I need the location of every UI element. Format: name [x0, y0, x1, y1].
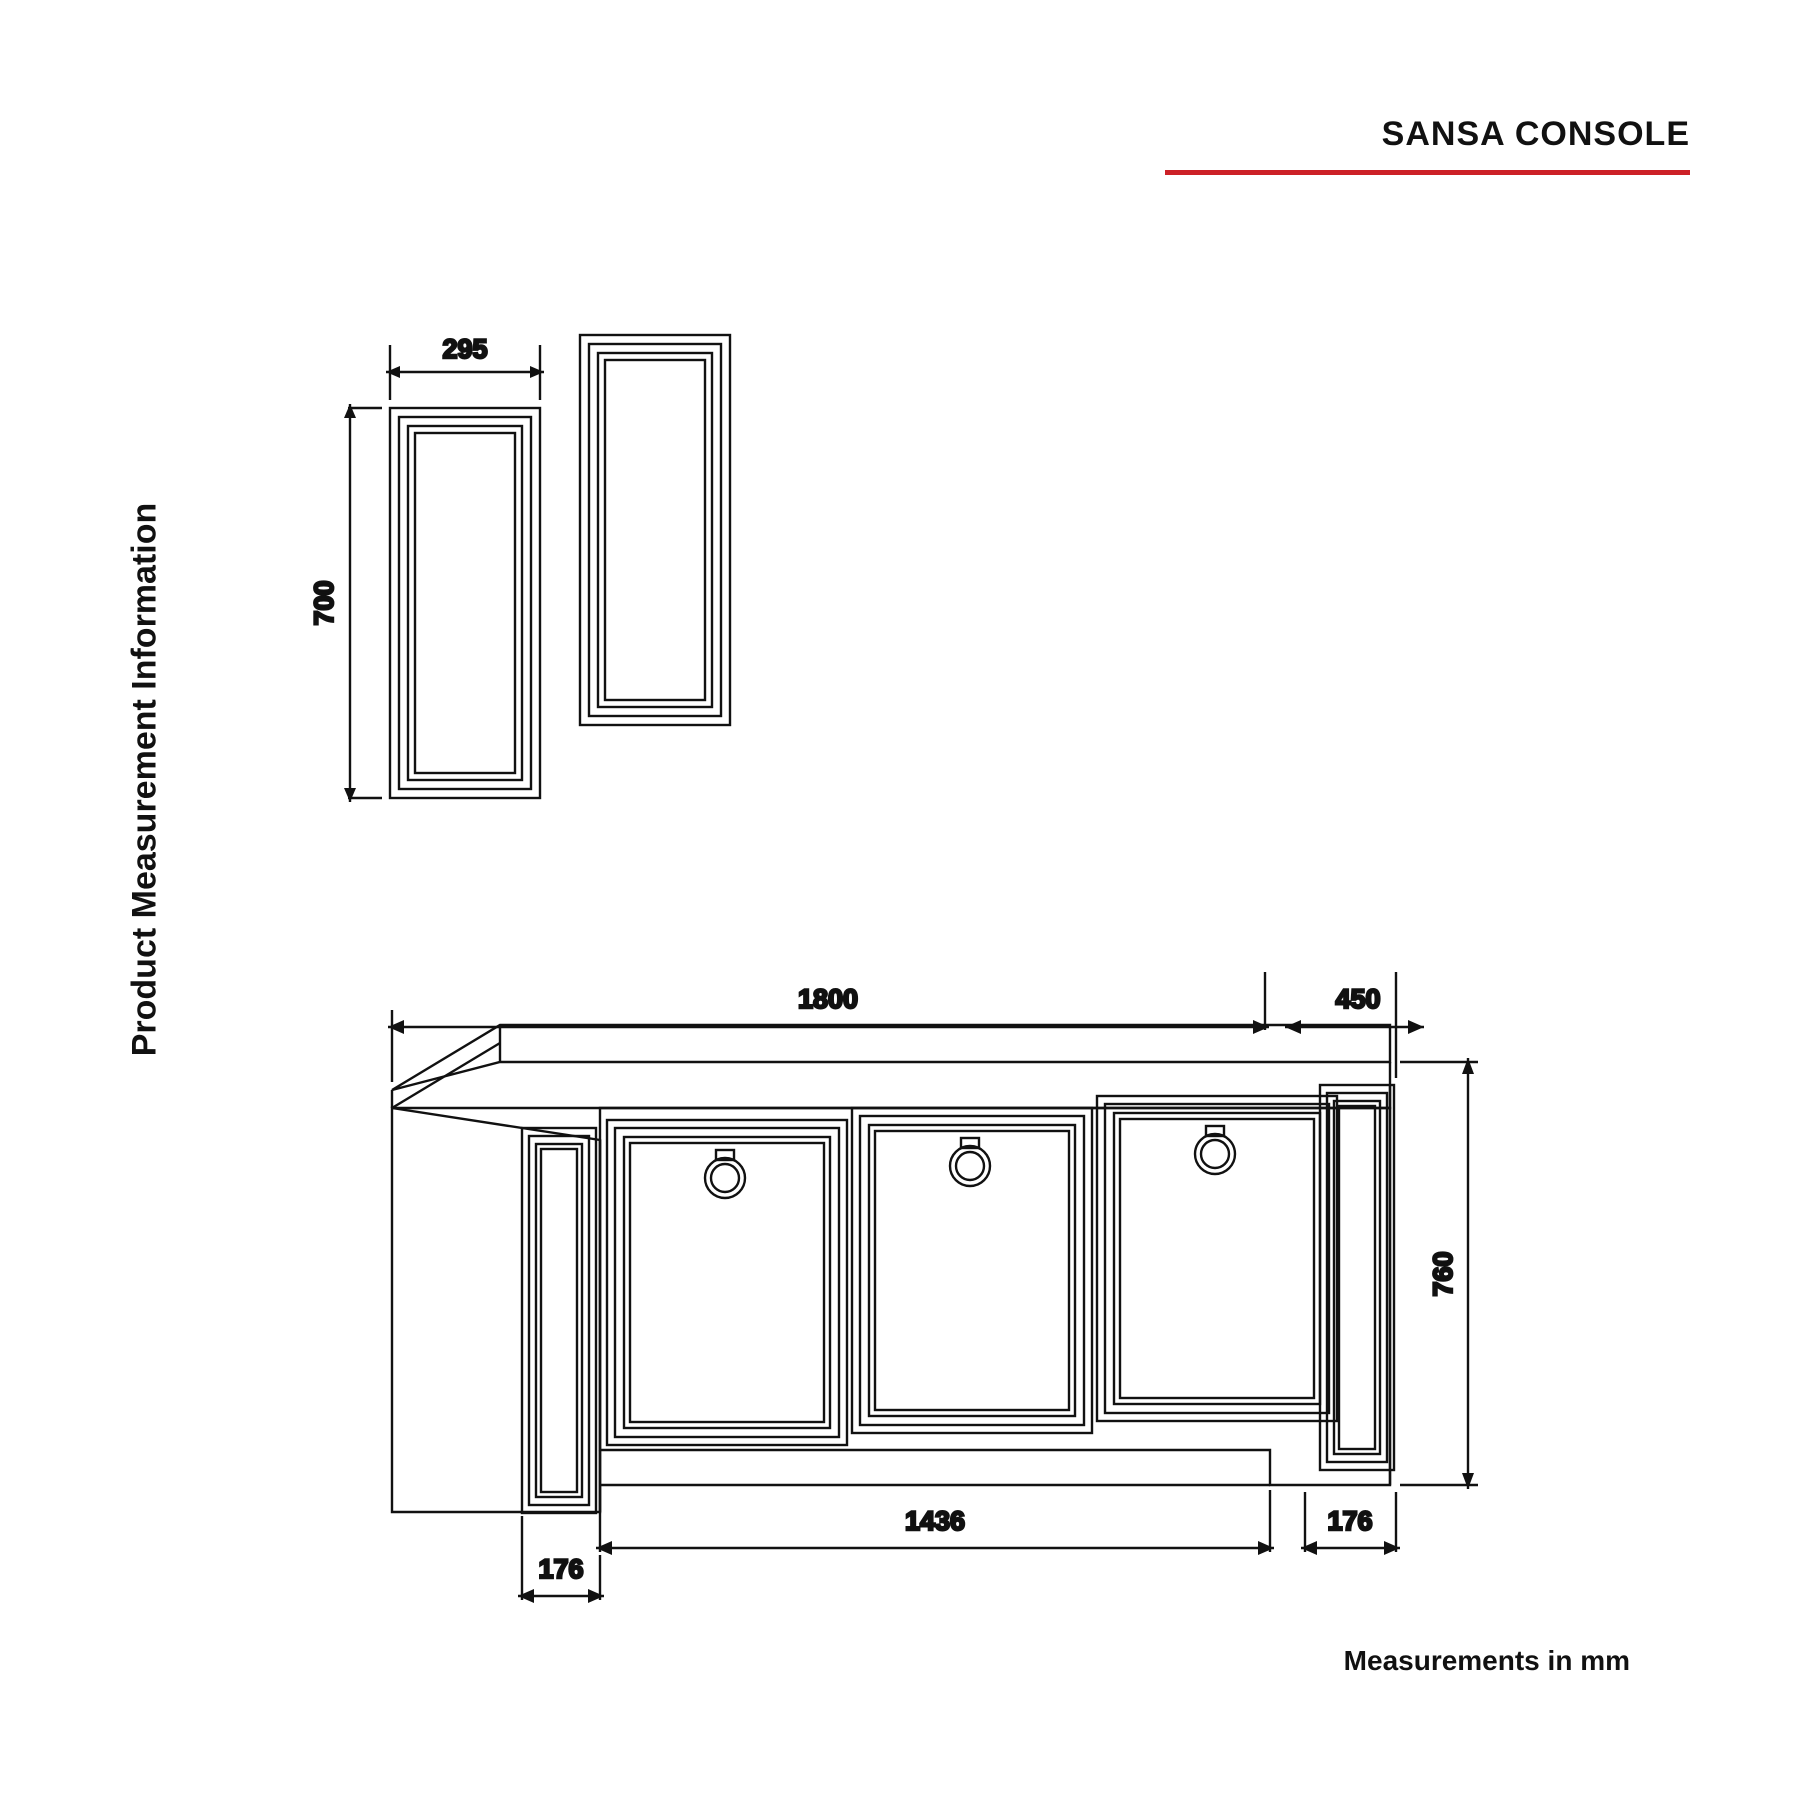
measurement-units-note: Measurements in mm	[1343, 1645, 1630, 1676]
dimension-label-1800: 1800	[797, 984, 859, 1014]
dimension-label-700: 700	[309, 580, 339, 626]
page-title: SANSA CONSOLE	[1381, 115, 1690, 153]
dimension-label-760: 760	[1428, 1251, 1458, 1297]
console-left-column-panel	[522, 1128, 596, 1513]
console-left-side	[392, 1108, 600, 1512]
panel-right	[580, 335, 730, 725]
console-door-1[interactable]	[607, 1120, 847, 1445]
ring-pull-handle-2[interactable]	[950, 1138, 990, 1186]
dimension-label-176-right: 176	[1327, 1506, 1373, 1536]
side-label: Product Measurement Information	[125, 502, 164, 1057]
console-door-3[interactable]	[1097, 1096, 1337, 1421]
ring-pull-handle-1[interactable]	[705, 1150, 745, 1198]
ring-pull-handle-3[interactable]	[1195, 1126, 1235, 1174]
dimension-panel-height	[344, 404, 382, 802]
panel-left	[390, 408, 540, 798]
dimension-label-176-left: 176	[538, 1554, 584, 1584]
console-body	[600, 1108, 1390, 1512]
dimension-label-1436: 1436	[904, 1506, 966, 1536]
dimension-label-450: 450	[1335, 984, 1381, 1014]
console-right-column-panel	[1320, 1085, 1394, 1470]
console-door-2[interactable]	[852, 1108, 1092, 1433]
dimension-label-295: 295	[442, 334, 488, 364]
